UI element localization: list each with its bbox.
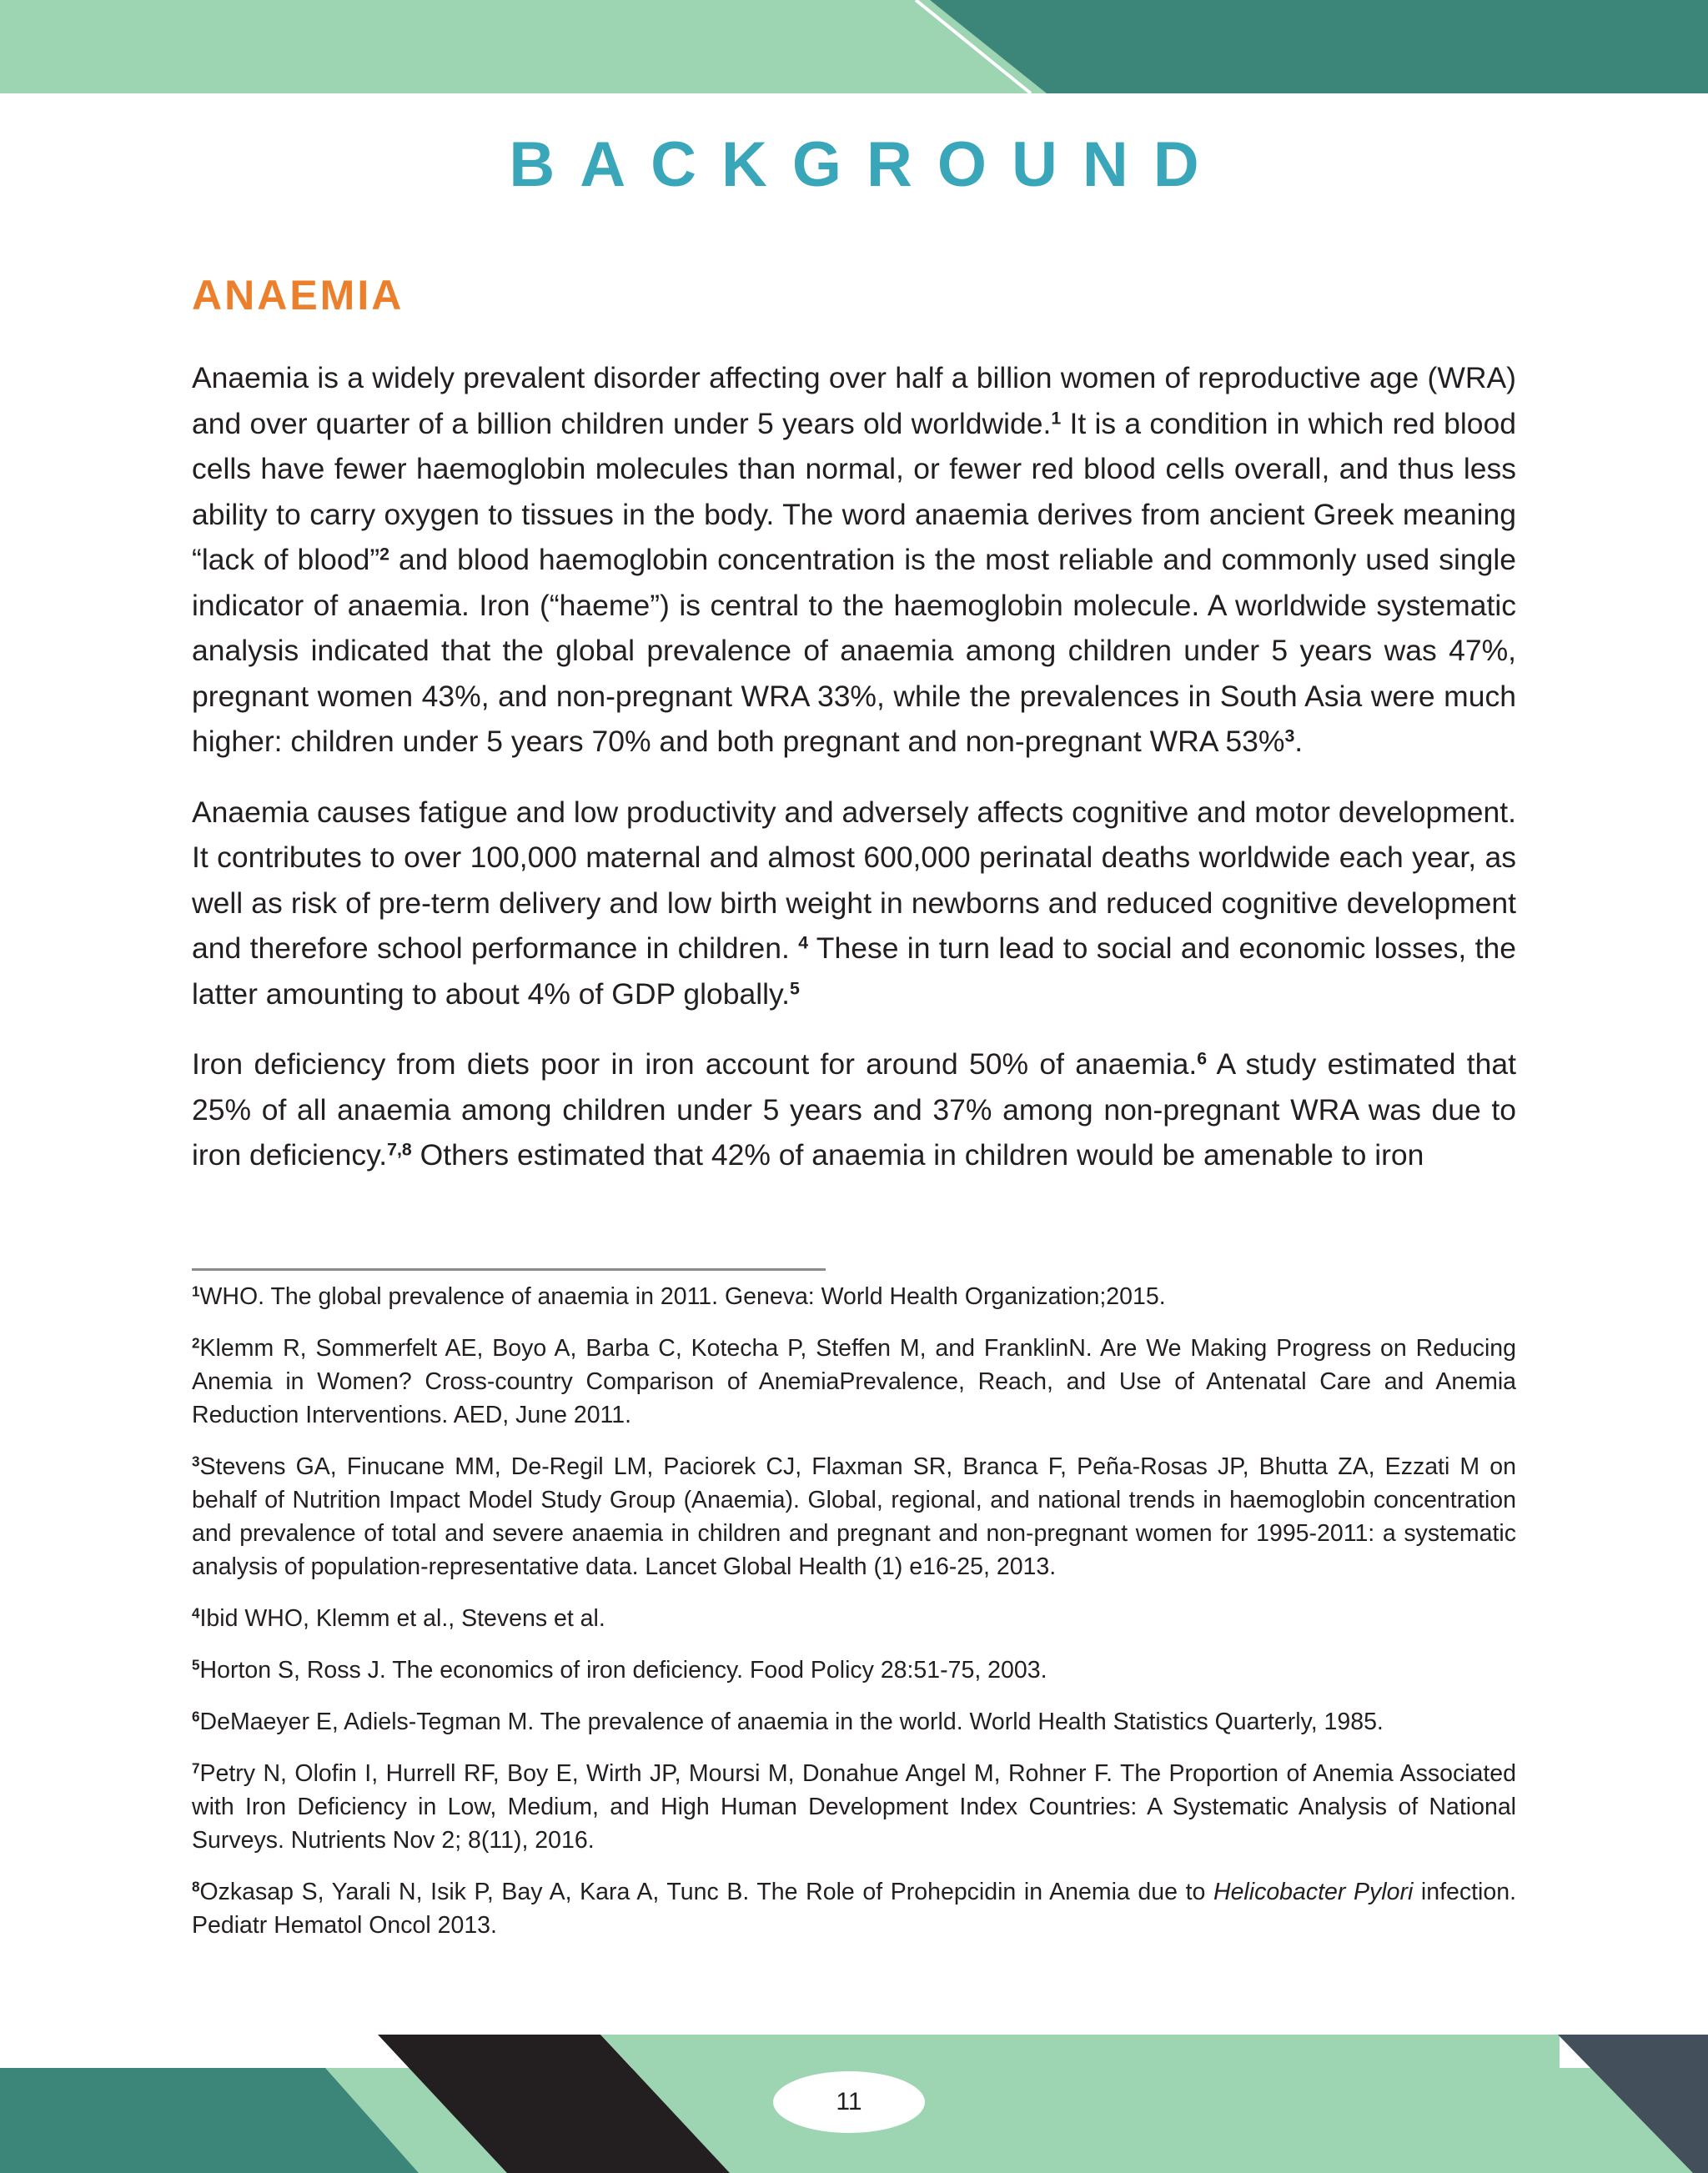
body-text xyxy=(192,355,1516,1203)
footnote-mark: 8 xyxy=(192,1879,200,1895)
paragraph-text: . xyxy=(1294,725,1304,758)
footnote-mark: 6 xyxy=(192,1709,200,1725)
footnote xyxy=(192,1757,1516,1857)
footnote-text: Klemm R, Sommerfelt AE, Boyo A, Barba C, Kotecha P, Steffen M, and FranklinN. Are We Making Progress on Reducing Anemia in Women? Cross-country Comparison of AnemiaPrevalence, Reach, and Use of Antenatal Care and Anemia Reduction Interventions. AED, June 2011. xyxy=(192,1335,1516,1428)
paragraph-text: A study estimated that 25% of all anaemia among children under 5 years and 37% among non-pregnant WRA was due to iron deficiency. xyxy=(192,1047,1516,1172)
footnote-mark: 4 xyxy=(192,1605,200,1622)
header-decoration xyxy=(0,0,1708,96)
header-teal-shape xyxy=(930,0,1708,93)
footnote-text: infection. Pediatr Hematol Oncol 2013. xyxy=(192,1879,1516,1939)
footnote xyxy=(192,1705,1516,1739)
paragraph-text: It is a condition in which red blood cells have fewer haemoglobin molecules than normal, or fewer red blood cells overall, and thus less ability to carry oxygen to tissues in the body. The word anaemia derives from ancient Greek meaning “lack of blood” xyxy=(192,406,1516,576)
page-number: 11 xyxy=(836,2088,862,2115)
footnote-mark: 7 xyxy=(192,1760,200,1777)
footnote-text: WHO. The global prevalence of anaemia in 2011. Geneva: World Health Organization;2015. xyxy=(199,1283,1166,1310)
footnote-ref: 3 xyxy=(1284,725,1295,746)
footnote-ref: 4 xyxy=(798,932,809,953)
footnote-ref: 2 xyxy=(379,544,389,565)
footnotes xyxy=(192,1280,1516,1960)
paragraph-text: Iron deficiency from diets poor in iron account for around 50% of anaemia. xyxy=(192,1047,1198,1081)
footnote xyxy=(192,1654,1516,1687)
footnote-text: Petry N, Olofin I, Hurrell RF, Boy E, Wirth JP, Moursi M, Donahue Angel M, Rohner F. The Proportion of Anemia Associated with Iron Deficiency in Low, Medium, and High Human Development Index Countries: A Systematic Analysis of National Surveys. Nutrients Nov 2; 8(11), 2016. xyxy=(192,1760,1516,1854)
footnote xyxy=(192,1280,1516,1313)
paragraph-text: and blood haemoglobin concentration is the most reliable and commonly used single indicator of anaemia. Iron (“haeme”) is central to the haemoglobin molecule. A worldwide systematic analysis indicated that the global prevalence of anaemia among children under 5 years was 47%, pregnant women 43%, and non-pregnant WRA 33%, while the prevalences in South Asia were much higher: children under 5 years 70% and both pregnant and non-pregnant WRA 53% xyxy=(192,543,1516,758)
footnote-text: Stevens GA, Finucane MM, De-Regil LM, Paciorek CJ, Flaxman SR, Branca F, Peña-Rosas JP, Bhutta ZA, Ezzati M on behalf of Nutrition Impact Model Study Group (Anaemia). Global, regional, and national trends in haemoglobin concentration and prevalence of total and severe anaemia in children and pregnant and non-pregnant women for 1995-2011: a systematic analysis of population-representative data. Lancet Global Health (1) e16-25, 2013. xyxy=(192,1453,1516,1580)
footnote xyxy=(192,1450,1516,1583)
footnote-italic: Helicobacter Pylori xyxy=(1213,1879,1414,1905)
paragraph xyxy=(192,790,1516,1017)
footnote-mark: 5 xyxy=(192,1657,200,1674)
paragraph xyxy=(192,1041,1516,1178)
footnote-text: Horton S, Ross J. The economics of iron deficiency. Food Policy 28:51-75, 2003. xyxy=(199,1657,1047,1684)
footnote-ref: 5 xyxy=(790,977,800,998)
section-heading: ANAEMIA xyxy=(192,272,404,319)
footnote-mark: 1 xyxy=(192,1283,200,1300)
paragraph xyxy=(192,355,1516,765)
footnote xyxy=(192,1602,1516,1635)
footer-mint-upper xyxy=(600,2035,1560,2068)
footnote-divider xyxy=(192,1268,826,1271)
footnote-ref: 1 xyxy=(1051,407,1062,428)
footnote-text: Ozkasap S, Yarali N, Isik P, Bay A, Kara A, Tunc B. The Role of Prohepcidin in Anemia due to xyxy=(199,1879,1213,1905)
footnote-mark: 2 xyxy=(192,1335,200,1352)
paragraph-text: Anaemia causes fatigue and low productivity and adversely affects cognitive and motor development. It contributes to over 100,000 maternal and almost 600,000 perinatal deaths worldwide each year, as well as risk of pre-term delivery and low birth weight in newborns and reduced cognitive development and therefore school performance in children. xyxy=(192,795,1516,965)
footnote-text: DeMaeyer E, Adiels-Tegman M. The prevalence of anaemia in the world. World Health Statistics Quarterly, 1985. xyxy=(199,1709,1384,1735)
page-title: BACKGROUND xyxy=(509,129,1224,200)
paragraph-text: Anaemia is a widely prevalent disorder affecting over half a billion women of reproductive age (WRA) and over quarter of a billion children under 5 years old worldwide. xyxy=(192,361,1516,440)
footnote-ref: 6 xyxy=(1197,1048,1208,1069)
footnote xyxy=(192,1875,1516,1942)
footnote-mark: 3 xyxy=(192,1453,200,1470)
footnote-ref: 7,8 xyxy=(387,1139,412,1160)
footnote xyxy=(192,1332,1516,1432)
paragraph-text: These in turn lead to social and economic losses, the latter amounting to about 4% of GDP globally. xyxy=(192,931,1516,1011)
paragraph-text: Others estimated that 42% of anaemia in children would be amenable to iron xyxy=(411,1138,1424,1172)
footnote-text: Ibid WHO, Klemm et al., Stevens et al. xyxy=(199,1605,605,1632)
